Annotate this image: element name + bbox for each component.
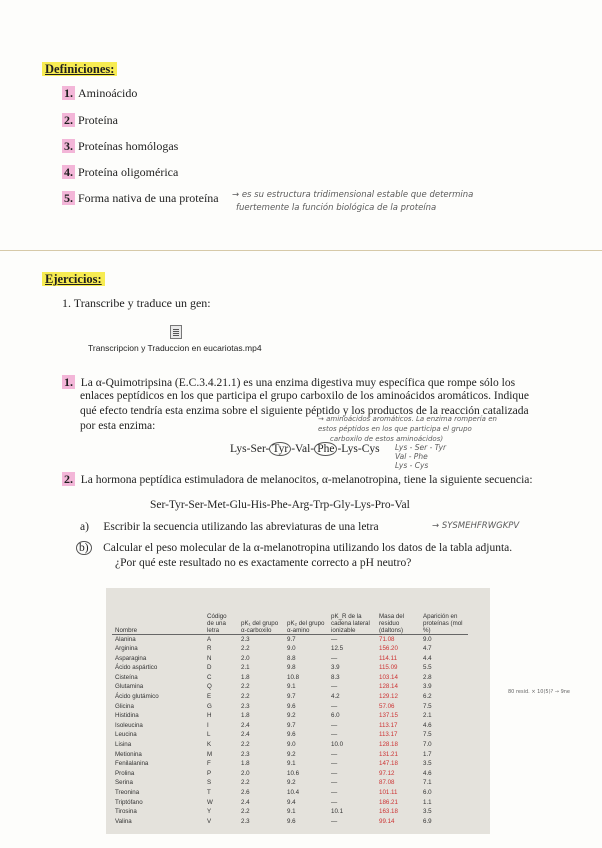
- question-1-line3: qué efecto tendría esta enzima sobre el siguiente péptido y los productos de la reacción catalizada: [80, 405, 529, 417]
- table-cell: Alanina: [115, 635, 136, 643]
- table-cell: —: [331, 779, 338, 787]
- table-cell: 10.4: [287, 789, 300, 796]
- page-divider: [0, 250, 602, 251]
- table-cell: 5.5: [423, 664, 432, 672]
- definition-item-4: 4. Proteína oligomérica: [64, 165, 179, 179]
- table-row: [112, 740, 468, 750]
- table-cell: 6.0: [423, 789, 432, 796]
- table-cell: —: [331, 817, 338, 825]
- table-cell: 87.08: [379, 779, 395, 787]
- question-2a-answer: → SYSMEHFRWGKPV: [432, 521, 520, 531]
- table-row: [112, 692, 468, 702]
- table-cell: 113.17: [379, 731, 398, 739]
- attachment-link[interactable]: Transcripcion y Traduccion en eucariotas.mp4: [88, 343, 262, 353]
- table-cell: 9.2: [287, 712, 296, 720]
- table-cell: Arginina: [115, 645, 138, 653]
- table-cell: 2.8: [423, 673, 432, 681]
- table-cell: Metionina: [115, 750, 142, 758]
- table-cell: 2.4: [241, 731, 250, 739]
- table-cell: Ácido aspártico: [115, 664, 158, 672]
- table-cell: 1.8: [241, 673, 250, 681]
- table-cell: 12.5: [331, 645, 344, 653]
- table-cell: 71.08: [379, 635, 395, 643]
- table-cell: Treonina: [115, 789, 140, 796]
- table-row: [112, 682, 468, 692]
- question-1-note-3: carboxilo de estos aminoácidos): [330, 435, 444, 443]
- table-cell: 9.7: [287, 693, 296, 701]
- table-cell: 2.1: [423, 712, 432, 720]
- table-cell: 2.3: [241, 702, 250, 710]
- table-cell: Y: [207, 808, 212, 816]
- video-file-icon[interactable]: [170, 325, 182, 339]
- table-cell: 9.6: [287, 817, 296, 825]
- table-cell: 9.0: [423, 635, 432, 643]
- side-calculation: 80 resid. × 10(5)? → 9ne: [508, 689, 570, 695]
- table-cell: —: [331, 635, 338, 643]
- definition-item-5: 5. Forma nativa de una proteína: [64, 191, 219, 205]
- table-cell: G: [207, 702, 212, 710]
- table-cell: 137.15: [379, 712, 398, 720]
- table-cell: 8.8: [287, 654, 296, 662]
- question-1: 1. La α-Quimotripsina (E.C.3.4.21.1) es una enzima digestiva muy específica que rompe sólo los: [64, 375, 516, 389]
- table-cell: 2.2: [241, 683, 250, 691]
- melanotropin-sequence: Ser-Tyr-Ser-Met-Glu-His-Phe-Arg-Trp-Gly-Lys-Pro-Val: [150, 499, 410, 511]
- table-cell: 114.11: [379, 654, 398, 662]
- product-2: Val - Phe: [395, 452, 428, 461]
- table-cell: 128.14: [379, 683, 398, 691]
- table-cell: 3.9: [331, 664, 340, 672]
- table-cell: Prolina: [115, 769, 135, 777]
- col-header-nombre: Nombre: [112, 594, 204, 634]
- table-cell: S: [207, 779, 212, 787]
- table-cell: 1.8: [241, 760, 250, 768]
- table-cell: 57.06: [379, 702, 395, 710]
- table-cell: H: [207, 712, 212, 720]
- col-header-pk2: pK₂ del grupo α-amino: [284, 594, 328, 634]
- tyr-circled: Tyr: [269, 442, 291, 456]
- table-cell: Fenilalanina: [115, 760, 149, 768]
- table-cell: 9.1: [287, 760, 296, 768]
- table-cell: 1.1: [423, 798, 432, 806]
- table-cell: 7.5: [423, 731, 432, 739]
- table-cell: R: [207, 645, 212, 653]
- table-cell: 9.8: [287, 664, 296, 672]
- table-cell: 10.8: [287, 673, 300, 681]
- exercise-1-label: 1. Transcribe y traduce un gen:: [62, 296, 211, 310]
- table-cell: 2.4: [241, 798, 250, 806]
- table-cell: 6.2: [423, 693, 432, 701]
- table-cell: 2.0: [241, 654, 250, 662]
- table-cell: 2.1: [241, 664, 250, 672]
- table-cell: 10.0: [331, 741, 344, 749]
- table-cell: —: [331, 721, 338, 729]
- table-cell: Tirosina: [115, 808, 137, 816]
- col-header-pk1: pK₁ del grupo α-carboxilo: [238, 594, 284, 634]
- table-row: [112, 807, 468, 817]
- table-cell: N: [207, 654, 212, 662]
- question-1-line4: por esta enzima:: [80, 420, 156, 432]
- exercises-heading: Ejercicios:: [42, 270, 105, 288]
- table-cell: 2.3: [241, 750, 250, 758]
- definition-item-3: 3. Proteínas homólogas: [64, 139, 179, 153]
- table-cell: 2.6: [241, 789, 250, 796]
- table-cell: 4.2: [331, 693, 340, 701]
- table-cell: 10.1: [331, 808, 344, 816]
- table-cell: 2.2: [241, 693, 250, 701]
- table-cell: —: [331, 750, 338, 758]
- table-cell: 1.8: [241, 712, 250, 720]
- table-row: [112, 798, 468, 808]
- question-2a: a) Escribir la secuencia utilizando las abreviaturas de una letra: [80, 521, 379, 533]
- table-cell: Asparagina: [115, 654, 147, 662]
- table-cell: 9.0: [287, 645, 296, 653]
- table-cell: 4.7: [423, 645, 432, 653]
- amino-acid-table-scan: [106, 588, 490, 834]
- table-cell: I: [207, 721, 209, 729]
- table-cell: 147.18: [379, 760, 398, 768]
- table-cell: 113.17: [379, 721, 398, 729]
- table-cell: 2.2: [241, 808, 250, 816]
- table-cell: 129.12: [379, 693, 398, 701]
- col-header-codigo: Código de una letra: [204, 594, 238, 634]
- table-cell: 4.6: [423, 769, 432, 777]
- table-row: [112, 654, 468, 664]
- table-cell: K: [207, 741, 212, 749]
- table-cell: 2.2: [241, 779, 250, 787]
- product-1: Lys - Ser - Tyr: [395, 443, 447, 452]
- table-cell: 103.14: [379, 673, 398, 681]
- table-cell: Triptófano: [115, 798, 143, 806]
- definition-item-1: 1. Aminoácido: [64, 86, 138, 100]
- table-cell: 2.0: [241, 769, 250, 777]
- table-cell: 2.2: [241, 645, 250, 653]
- table-cell: Leucina: [115, 731, 137, 739]
- table-row: [112, 750, 468, 760]
- table-cell: Isoleucina: [115, 721, 143, 729]
- table-cell: 1.7: [423, 750, 432, 758]
- peptide-sequence: Lys-Ser- Tyr -Val- Phe -Lys-Cys: [230, 443, 380, 455]
- table-cell: Glicina: [115, 702, 134, 710]
- table-cell: 163.18: [379, 808, 398, 816]
- table-cell: 156.20: [379, 645, 398, 653]
- table-cell: —: [331, 731, 338, 739]
- table-cell: 9.7: [287, 635, 296, 643]
- table-cell: 7.0: [423, 741, 432, 749]
- question-2b-line2: ¿Por qué este resultado no es exactamente correcto a pH neutro?: [115, 557, 412, 569]
- table-row: [112, 644, 468, 654]
- table-row: [112, 769, 468, 779]
- table-cell: Ácido glutámico: [115, 693, 159, 701]
- table-cell: 7.1: [423, 779, 432, 787]
- table-row: [112, 702, 468, 712]
- table-cell: 3.5: [423, 808, 432, 816]
- table-cell: 2.2: [241, 741, 250, 749]
- table-cell: E: [207, 693, 212, 701]
- table-cell: 9.2: [287, 779, 296, 787]
- question-1-line2: enlaces peptídicos en los que participa el grupo carboxilo de los aminoácidos aromáticos. Indique: [80, 390, 529, 402]
- table-cell: 3.5: [423, 760, 432, 768]
- table-row: [112, 634, 468, 644]
- table-cell: 101.11: [379, 789, 398, 796]
- table-cell: —: [331, 654, 338, 662]
- table-cell: 99.14: [379, 817, 395, 825]
- table-cell: Glutamina: [115, 683, 144, 691]
- table-cell: Q: [207, 683, 212, 691]
- col-header-masa: Masa del residuo (daltons): [376, 594, 420, 634]
- definitions-heading: Definiciones:: [42, 60, 117, 78]
- table-cell: 128.18: [379, 741, 398, 749]
- table-cell: Serina: [115, 779, 133, 787]
- table-cell: A: [207, 635, 212, 643]
- table-cell: D: [207, 664, 212, 672]
- handwritten-answer-1: → es su estructura tridimensional estable que determina: [232, 190, 474, 200]
- table-cell: 9.7: [287, 721, 296, 729]
- table-cell: L: [207, 731, 211, 739]
- table-row: [112, 711, 468, 721]
- amino-acid-table: [112, 594, 468, 826]
- table-cell: 186.21: [379, 798, 398, 806]
- definition-item-2: 2. Proteína: [64, 113, 118, 127]
- table-row: [112, 759, 468, 769]
- table-cell: 10.6: [287, 769, 300, 777]
- table-cell: 115.09: [379, 664, 398, 672]
- question-2b: b) Calcular el peso molecular de la α-melanotropina utilizando los datos de la tabla adjunta.: [76, 542, 512, 554]
- table-cell: W: [207, 798, 213, 806]
- table-cell: —: [331, 702, 338, 710]
- product-3: Lys - Cys: [395, 461, 429, 470]
- question-2: 2. La hormona peptídica estimuladora de melanocitos, α-melanotropina, tiene la siguiente secuencia:: [64, 472, 533, 486]
- table-cell: C: [207, 673, 212, 681]
- table-cell: 9.2: [287, 750, 296, 758]
- table-cell: —: [331, 760, 338, 768]
- table-cell: V: [207, 817, 212, 825]
- table-cell: M: [207, 750, 213, 758]
- table-cell: 9.0: [287, 741, 296, 749]
- col-header-aparicion: Aparición en proteínas (mol %): [420, 594, 468, 634]
- col-header-pkr: pK_R de la cadena lateral ionizable: [328, 594, 376, 634]
- table-cell: T: [207, 789, 211, 796]
- table-cell: 4.6: [423, 721, 432, 729]
- table-cell: 2.3: [241, 817, 250, 825]
- table-cell: 6.9: [423, 817, 432, 825]
- table-cell: 9.1: [287, 808, 296, 816]
- table-row: [112, 721, 468, 731]
- table-cell: 4.4: [423, 654, 432, 662]
- table-cell: —: [331, 798, 338, 806]
- phe-circled: Phe: [314, 442, 337, 456]
- table-cell: 9.6: [287, 731, 296, 739]
- question-1-note-1: → aminoácidos aromáticos. La enzima rompería en: [318, 415, 497, 423]
- table-cell: F: [207, 760, 211, 768]
- handwritten-answer-2: fuertemente la función biológica de la proteína: [236, 203, 437, 213]
- table-cell: 2.3: [241, 635, 250, 643]
- table-header-row: [112, 594, 468, 634]
- table-row: [112, 663, 468, 673]
- table-row: [112, 730, 468, 740]
- question-1-note-2: estos péptidos en los que participa el grupo: [318, 425, 472, 433]
- table-cell: P: [207, 769, 212, 777]
- table-cell: 8.3: [331, 673, 340, 681]
- cleavage-products: [395, 443, 446, 470]
- table-cell: Valina: [115, 817, 132, 825]
- table-row: [112, 788, 468, 798]
- table-cell: 97.12: [379, 769, 395, 777]
- table-cell: 9.6: [287, 702, 296, 710]
- table-cell: 3.9: [423, 683, 432, 691]
- table-cell: 131.21: [379, 750, 398, 758]
- table-cell: Cisteína: [115, 673, 138, 681]
- table-row: [112, 817, 468, 827]
- table-cell: 9.4: [287, 798, 296, 806]
- table-cell: —: [331, 789, 338, 796]
- table-cell: 7.5: [423, 702, 432, 710]
- table-row: [112, 778, 468, 788]
- table-cell: 9.1: [287, 683, 296, 691]
- table-cell: —: [331, 683, 338, 691]
- table-row: [112, 673, 468, 683]
- table-cell: 2.4: [241, 721, 250, 729]
- table-cell: Lisina: [115, 741, 132, 749]
- table-cell: Histidina: [115, 712, 139, 720]
- table-cell: 6.0: [331, 712, 340, 720]
- table-cell: —: [331, 769, 338, 777]
